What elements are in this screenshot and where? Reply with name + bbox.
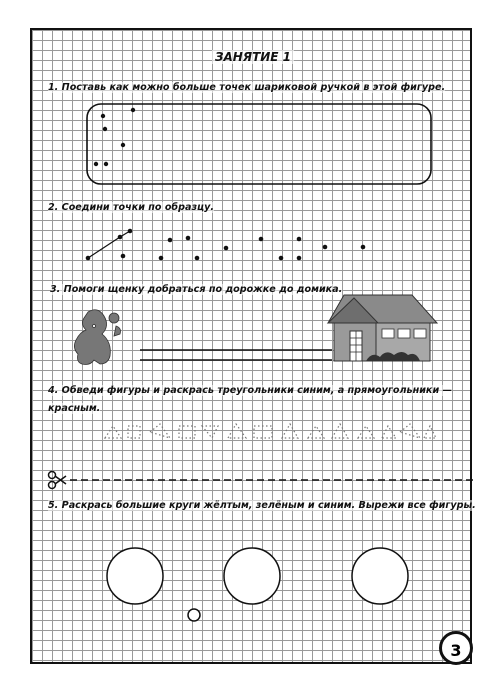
puppy-path — [140, 350, 332, 360]
task-2-instruction: 2. Соедини точки по образцу. — [48, 202, 215, 213]
dotted-shapes-row — [105, 424, 436, 438]
task-1-instruction: 1. Поставь как можно больше точек шариковой ручкой в этой фигуре. — [48, 82, 446, 93]
connect-dots-pattern — [86, 229, 366, 261]
worksheet-graphics — [32, 30, 474, 666]
task-4-instruction-cont: красным. — [48, 403, 101, 414]
task-5-instruction: 5. Раскрась большие круги жёлтым, зелёным и синим. Вырежи все фигуры. — [48, 500, 476, 511]
scissors-icon — [49, 472, 67, 489]
task-4-instruction: 4. Обведи фигуры и раскрась треугольники синим, а прямоугольники — — [48, 385, 453, 396]
puppy-illustration — [74, 310, 120, 365]
page-title: ЗАНЯТИЕ 1 — [32, 50, 474, 64]
worksheet-page — [30, 28, 476, 664]
task-3-instruction: 3. Помоги щенку добраться по дорожке до домика. — [50, 284, 343, 295]
dot-area-frame — [87, 104, 431, 184]
page-number-badge: 3 — [439, 631, 473, 665]
circles-to-color — [107, 548, 408, 621]
house-illustration — [328, 295, 437, 361]
